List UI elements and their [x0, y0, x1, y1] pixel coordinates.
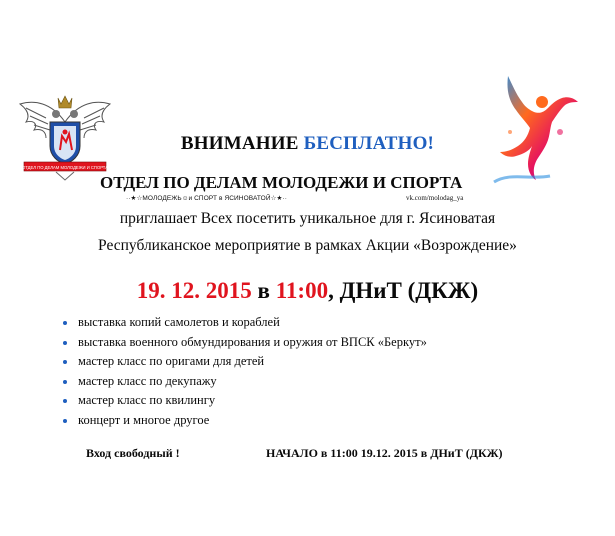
- attention-text: ВНИМАНИЕ: [180, 133, 299, 154]
- list-item: [62, 411, 427, 431]
- activity-text: выставка военного обмундирования и оружия от ВПСК «Беркут»: [78, 334, 427, 349]
- bullet-icon: [63, 321, 67, 325]
- bullet-icon: [63, 360, 67, 364]
- list-item: [62, 372, 427, 392]
- list-item: [62, 352, 427, 372]
- activity-text: выставка копий самолетов и кораблей: [78, 315, 280, 329]
- bullet-icon: [63, 341, 67, 345]
- event-date: 19. 12. 2015: [136, 278, 252, 303]
- department-name: ОТДЕЛ ПО ДЕЛАМ МОЛОДЕЖИ И СПОРТА: [100, 173, 463, 192]
- free-entry-text: Вход свободный !: [86, 446, 180, 460]
- event-at: в: [257, 278, 270, 303]
- tagline: ··★☆МОЛОДЕЖЬ☺и СПОРТ в ЯСИНОВАТОЙ☆★··: [126, 195, 287, 202]
- vk-link[interactable]: vk.com/molodag_ya: [406, 194, 464, 202]
- bullet-icon: [63, 380, 67, 384]
- event-place: , ДНиТ (ДКЖ): [328, 278, 479, 303]
- activity-text: мастер класс по декупажу: [78, 373, 217, 388]
- invitation-line-2: Республиканское мероприятие в рамках Акции «Возрождение»: [98, 237, 517, 254]
- activities-list: [62, 313, 427, 431]
- list-item: [62, 391, 427, 411]
- list-item: [62, 313, 427, 333]
- activity-text: концерт и многое другое: [78, 412, 210, 427]
- free-text: БЕСПЛАТНО!: [303, 133, 435, 154]
- bullet-icon: [63, 399, 67, 403]
- announcement-heading: [0, 133, 615, 155]
- event-datetime: [0, 278, 615, 304]
- bullet-icon: [63, 419, 67, 423]
- start-time-text: НАЧАЛО в 11:00 19.12. 2015 в ДНиТ (ДКЖ): [266, 446, 503, 460]
- activity-text: мастер класс по оригами для детей: [78, 354, 265, 369]
- invitation-line-1: приглашает Всех посетить уникальное для г. Ясиноватая: [119, 210, 496, 227]
- activity-text: мастер класс по квилингу: [78, 393, 216, 408]
- list-item: [62, 333, 427, 353]
- emblem-ribbon-text: ОТДЕЛ ПО ДЕЛАМ МОЛОДЕЖИ И СПОРТА: [21, 165, 109, 170]
- event-time: 11:00: [275, 278, 329, 303]
- dancer-silhouette-icon: [490, 72, 585, 192]
